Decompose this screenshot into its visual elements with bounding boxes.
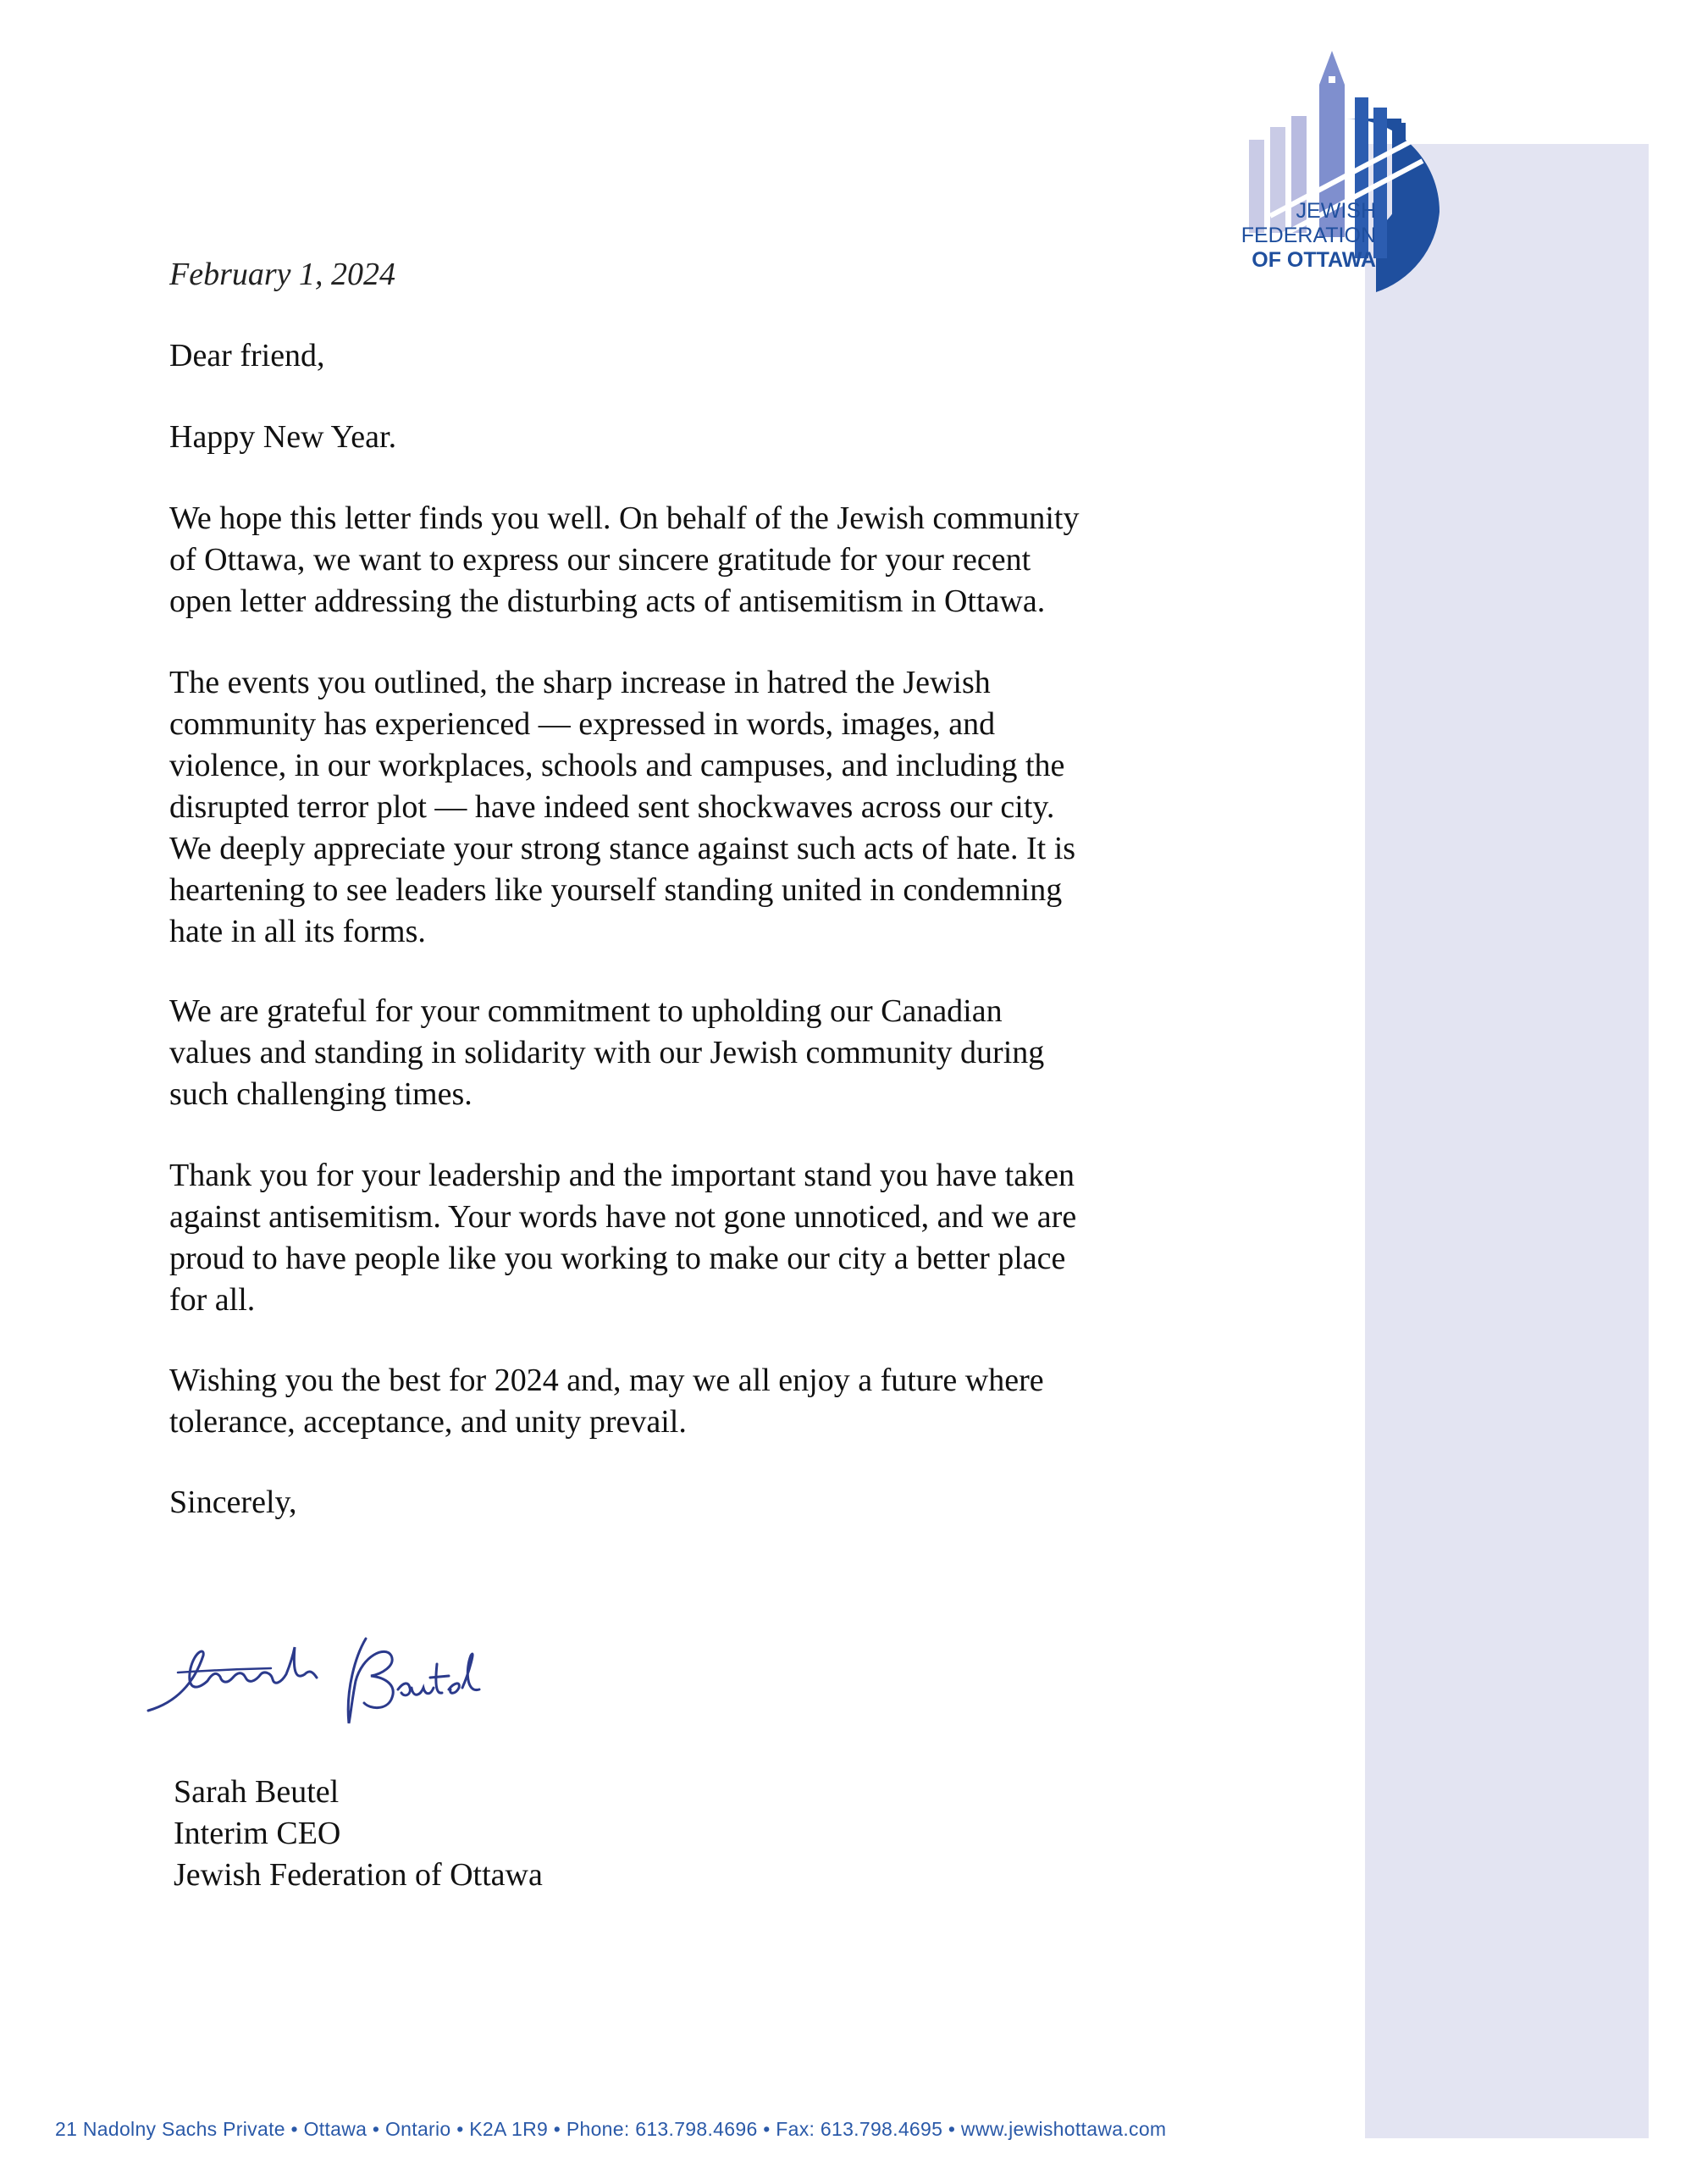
paragraph-line: disrupted terror plot — have indeed sent shockwaves across our city. (169, 789, 1055, 825)
paragraph-line: We are grateful for your commitment to upholding our Canadian (169, 993, 1003, 1029)
paragraph-line: We hope this letter finds you well. On behalf of the Jewish community (169, 500, 1080, 536)
handwritten-signature (144, 1622, 508, 1732)
logo-line-2: FEDERATION (1241, 224, 1376, 247)
logo-line-1: JEWISH (1296, 199, 1376, 223)
paragraph-line: hate in all its forms. (169, 914, 426, 949)
paragraph-1 (169, 498, 1228, 622)
footer-address: 21 Nadolny Sachs Private • Ottawa • Ontario • K2A 1R9 • Phone: 613.798.4696 • Fax: 613.798.4695 • www.jewishottawa.com (55, 2118, 1167, 2140)
paragraph-line: We deeply appreciate your strong stance against such acts of hate. It is (169, 831, 1076, 866)
logo-line-3: OF OTTAWA (1252, 248, 1376, 272)
paragraph-line: tolerance, acceptance, and unity prevail. (169, 1404, 687, 1440)
paragraph-line: for all. (169, 1282, 256, 1318)
federation-logo (1219, 47, 1473, 292)
sidebar-band (1365, 144, 1649, 2138)
paragraph-line: values and standing in solidarity with our Jewish community during (169, 1035, 1045, 1070)
signatory-block (174, 1772, 543, 1896)
paragraph-2 (169, 662, 1228, 953)
signatory-name: Sarah Beutel (174, 1774, 340, 1810)
paragraph-line: open letter addressing the disturbing acts of antisemitism in Ottawa. (169, 583, 1046, 619)
signatory-organization: Jewish Federation of Ottawa (174, 1857, 543, 1893)
paragraph-3 (169, 991, 1228, 1115)
letter-date: February 1, 2024 (169, 257, 396, 292)
paragraph-line: Thank you for your leadership and the important stand you have taken (169, 1158, 1075, 1193)
paragraph-4 (169, 1155, 1228, 1321)
signatory-title: Interim CEO (174, 1816, 341, 1851)
paragraph-line: against antisemitism. Your words have not gone unnoticed, and we are (169, 1199, 1077, 1235)
greeting: Happy New Year. (169, 419, 397, 455)
paragraph-line: such challenging times. (169, 1076, 472, 1112)
paragraph-line: heartening to see leaders like yourself standing united in condemning (169, 872, 1063, 908)
salutation: Dear friend, (169, 338, 325, 373)
paragraph-line: proud to have people like you working to make our city a better place (169, 1241, 1066, 1276)
paragraph-line: community has experienced — expressed in words, images, and (169, 706, 996, 742)
paragraph-line: of Ottawa, we want to express our sincere gratitude for your recent (169, 542, 1031, 578)
paragraph-line: Wishing you the best for 2024 and, may we all enjoy a future where (169, 1363, 1044, 1398)
paragraph-5 (169, 1360, 1228, 1443)
closing: Sincerely, (169, 1485, 297, 1520)
paragraph-line: violence, in our workplaces, schools and campuses, and including the (169, 748, 1065, 783)
paragraph-line: The events you outlined, the sharp increase in hatred the Jewish (169, 665, 991, 700)
